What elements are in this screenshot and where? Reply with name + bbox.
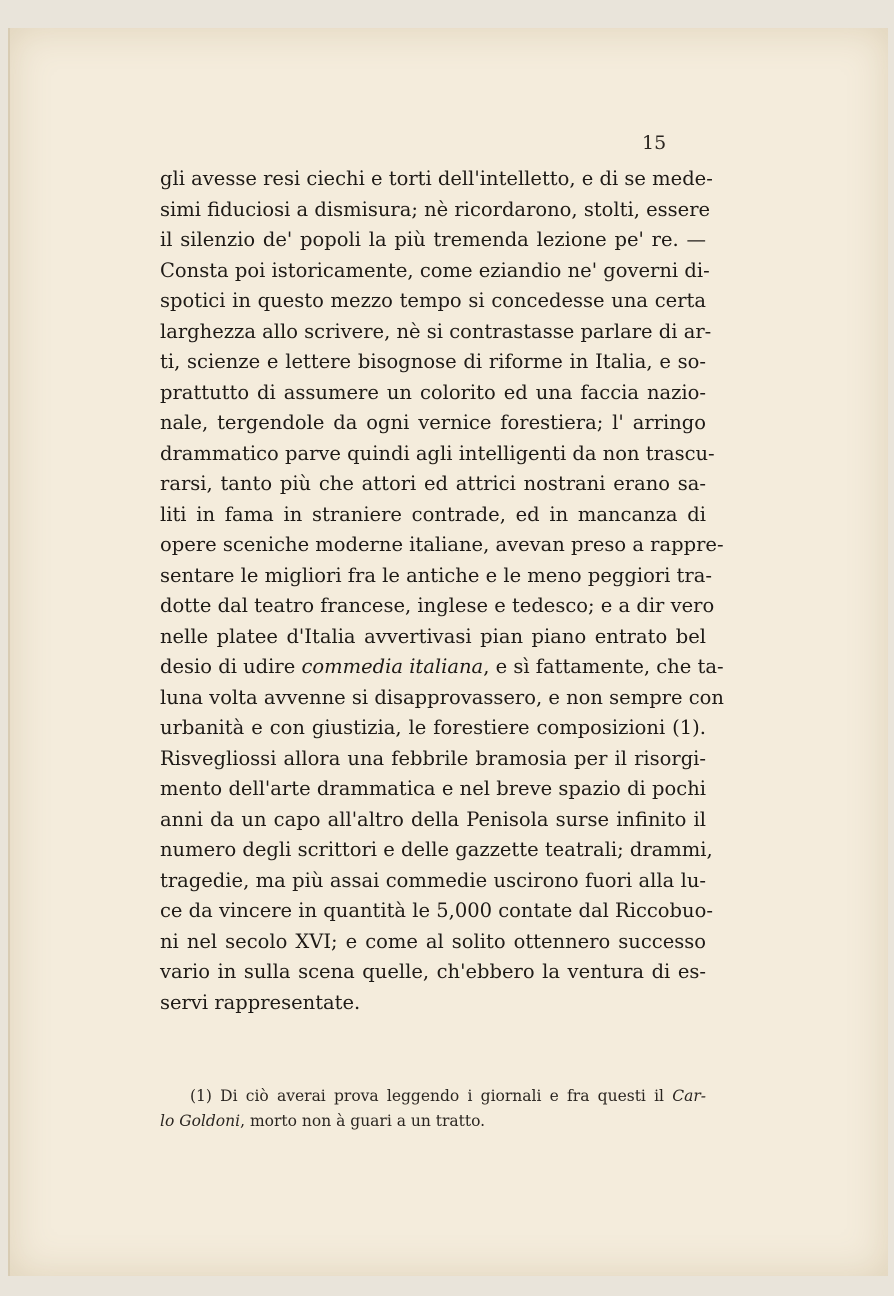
italic-title: lo Goldoni [160, 1112, 241, 1130]
text-line-with-italic [160, 652, 724, 683]
text-line: dotte dal teatro francese, inglese e tedesco; e a dir vero [160, 594, 715, 617]
text-line: ti, scienze e lettere bisognose di riforme in Italia, e so- [160, 350, 706, 373]
text-line: mento dell'arte drammatica e nel breve spazio di pochi [160, 777, 706, 800]
text-line: ni nel secolo XVI; e come al solito ottennero successo [160, 929, 706, 953]
text-line: drammatico parve quindi agli intelligenti da non trascu- [160, 441, 715, 465]
text-line: opere sceniche moderne italiane, avevan preso a rappre- [160, 533, 724, 556]
footnote-line [160, 1109, 706, 1134]
text-line: simi fiduciosi a dismisura; nè ricordarono, stolti, essere [160, 197, 711, 221]
text-line: luna volta avvenne si disapprovassero, e non sempre con [160, 685, 724, 709]
text-segment: , morto non à guari a un tratto. [240, 1112, 486, 1130]
text-line: Risvegliossi allora una febbrile bramosia per il risorgi- [160, 746, 706, 770]
text-segment: , e sì fattamente, che ta- [483, 655, 724, 678]
text-line: urbanità e con giustizia, le forestiere composizioni (1). [160, 716, 706, 739]
text-line: nelle platee d'Italia avvertivasi pian piano entrato bel [160, 624, 706, 648]
text-segment: desio di udire [160, 655, 302, 678]
text-line: numero degli scrittori e delle gazzette teatrali; drammi, [160, 838, 713, 861]
text-line: nale, tergendole da ogni vernice forestiera; l' arringo [160, 411, 706, 434]
text-line: anni da un capo all'altro della Penisola surse infinito il [160, 807, 706, 831]
body-text [160, 164, 724, 1018]
footnote [160, 1084, 706, 1134]
document-page [8, 28, 888, 1276]
footnote-line [160, 1084, 706, 1109]
text-line: vario in sulla scena quelle, ch'ebbero la ventura di es- [160, 960, 706, 983]
text-line: ce da vincere in quantità le 5,000 contate dal Riccobuo- [160, 899, 713, 922]
text-line: sentare le migliori fra le antiche e le meno peggiori tra- [160, 563, 712, 587]
italic-title: Car- [672, 1087, 706, 1105]
text-line: larghezza allo scrivere, nè si contrastasse parlare di ar- [160, 319, 712, 343]
text-line: liti in fama in straniere contrade, ed in mancanza di [160, 502, 706, 526]
text-line: spotici in questo mezzo tempo si concedesse una certa [160, 289, 706, 312]
text-line: servi rappresentate. [160, 990, 361, 1014]
text-segment: (1) Di ciò averai prova leggendo i giornali e fra questi il [190, 1087, 673, 1105]
page-number: 15 [642, 132, 667, 154]
text-line: prattutto di assumere un colorito ed una faccia nazio- [160, 380, 706, 404]
italic-title: commedia italiana [301, 655, 484, 678]
text-line: rarsi, tanto più che attori ed attrici nostrani erano sa- [160, 472, 706, 495]
text-line: il silenzio de' popoli la più tremenda lezione pe' re. — [160, 228, 706, 251]
text-line: gli avesse resi ciechi e torti dell'intelletto, e di se mede- [160, 167, 713, 190]
text-line: Consta poi istoricamente, come eziandio ne' governi di- [160, 258, 710, 282]
text-line: tragedie, ma più assai commedie uscirono fuori alla lu- [160, 868, 706, 892]
